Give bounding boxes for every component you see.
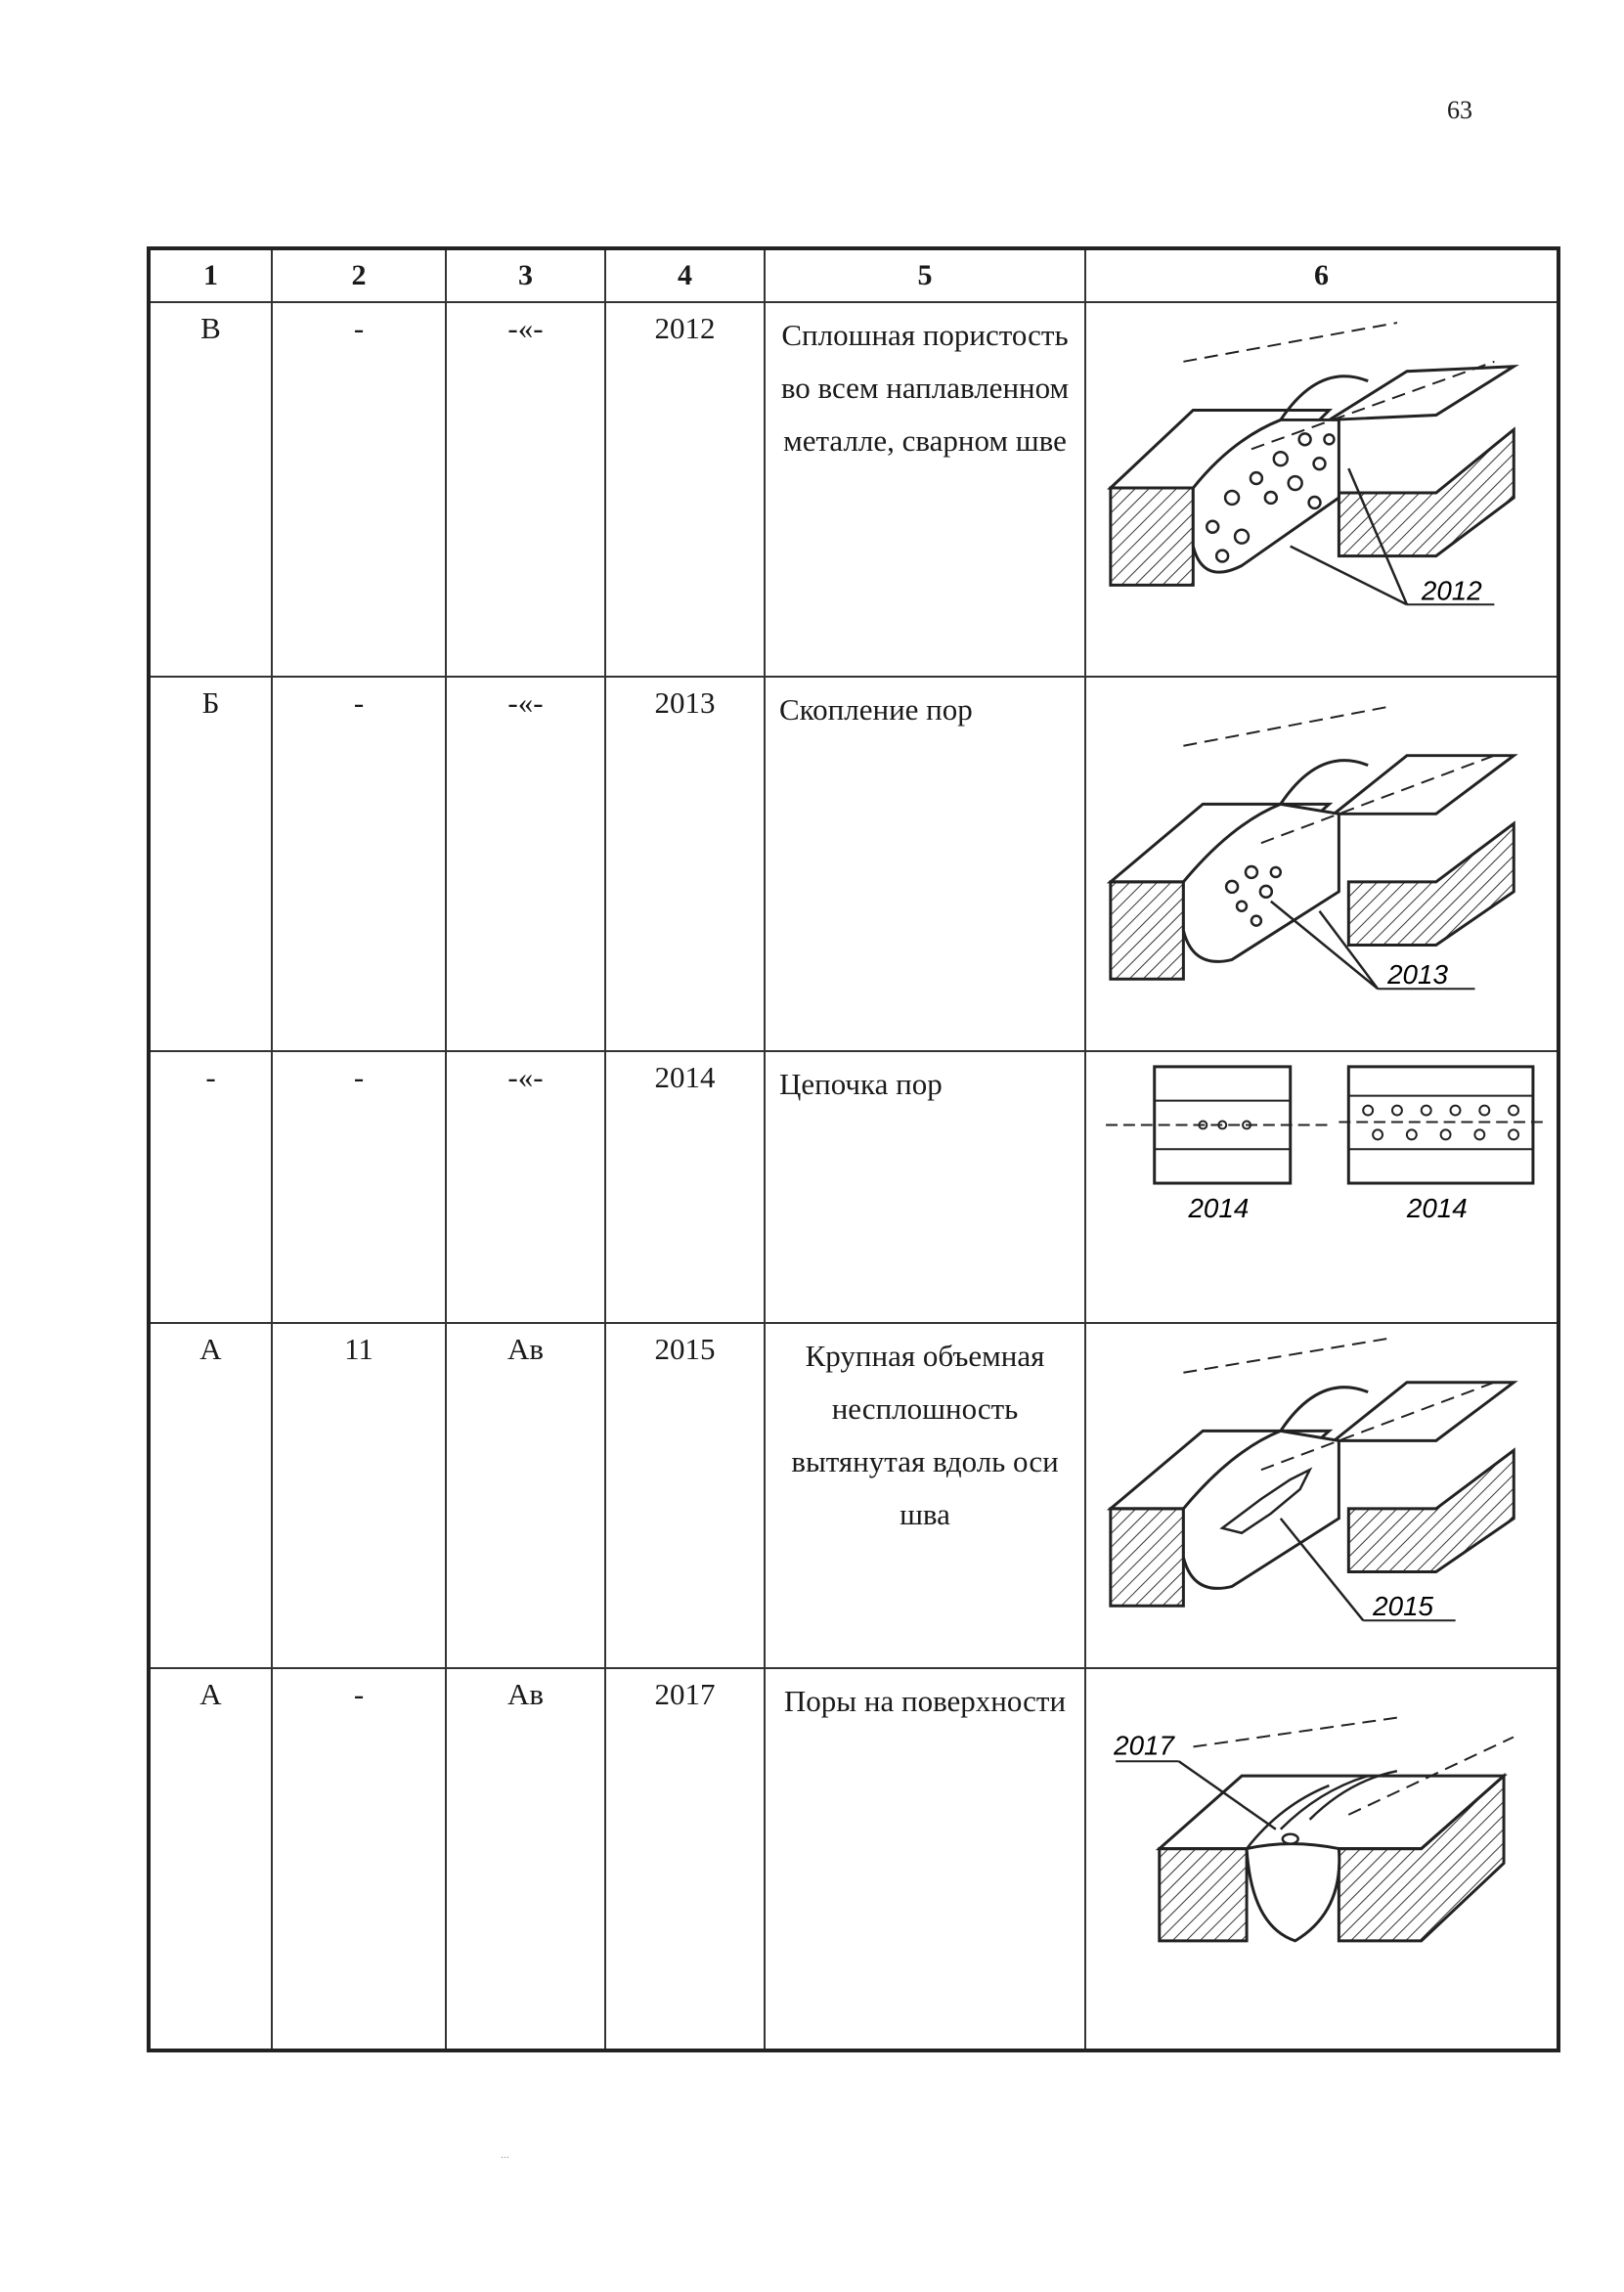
figure-label: 2012 [1421, 575, 1482, 606]
page-number: 63 [1447, 96, 1472, 124]
quality-level: Б [201, 685, 220, 720]
defect-illustration [1086, 1052, 1557, 1322]
quality-level: А [199, 1677, 222, 1711]
defect-description: Сплошная пористость во всем наплавленном металле, сварном шве [780, 318, 1070, 458]
column-header: 2 [272, 248, 446, 302]
defect-description: Крупная объемная несплошность вытянутая вдоль оси шва [791, 1339, 1059, 1531]
footer-mark: ... [501, 2147, 509, 2161]
table-row [149, 302, 1558, 677]
column-2-value: - [353, 1060, 365, 1094]
figure-label: 2013 [1387, 959, 1448, 991]
column-header: 4 [605, 248, 765, 302]
quality-level: В [200, 311, 221, 345]
defect-illustration [1086, 1669, 1557, 2049]
elongated-cavity-drawing [1086, 1324, 1557, 1667]
defect-description: Поры на поверхности [783, 1684, 1067, 1718]
defect-code: 2012 [654, 311, 716, 345]
defect-illustration [1086, 303, 1557, 676]
column-3-value: -«- [507, 1060, 544, 1094]
table-row [149, 1051, 1558, 1323]
column-3-value: Ав [506, 1677, 545, 1711]
figure-label: 2015 [1373, 1591, 1434, 1622]
defect-code: 2015 [654, 1332, 716, 1366]
table-header-row [149, 248, 1558, 302]
defect-code: 2013 [654, 685, 716, 720]
defect-illustration [1086, 1324, 1557, 1667]
table-row [149, 1668, 1558, 2050]
column-header: 1 [149, 248, 272, 302]
table-row [149, 677, 1558, 1051]
figure-label: 2014 [1188, 1192, 1250, 1223]
column-3-value: Ав [506, 1332, 545, 1366]
surface-pores-drawing [1086, 1669, 1557, 2049]
defect-description: Скопление пор [779, 692, 973, 727]
column-2-value: - [353, 311, 365, 345]
column-3-value: -«- [507, 685, 544, 720]
weld-porosity-drawing [1086, 303, 1557, 676]
column-3-value: -«- [507, 311, 544, 345]
defects-table [147, 246, 1560, 2052]
column-header: 6 [1085, 248, 1558, 302]
weld-pore-cluster-drawing [1086, 678, 1557, 1050]
figure-label: 2017 [1114, 1730, 1174, 1761]
defect-code: 2014 [654, 1060, 716, 1094]
column-2-value: 11 [344, 1332, 373, 1366]
quality-level: А [199, 1332, 222, 1366]
defect-illustration [1086, 678, 1557, 1050]
column-header: 3 [446, 248, 605, 302]
defect-code: 2017 [654, 1677, 716, 1711]
table-row [149, 1323, 1558, 1668]
figure-label: 2014 [1406, 1192, 1468, 1223]
defect-description: Цепочка пор [779, 1067, 943, 1101]
quality-level: - [205, 1060, 216, 1094]
column-2-value: - [353, 1677, 365, 1711]
column-2-value: - [353, 685, 365, 720]
pore-chain-drawing [1086, 1052, 1557, 1322]
column-header: 5 [765, 248, 1085, 302]
